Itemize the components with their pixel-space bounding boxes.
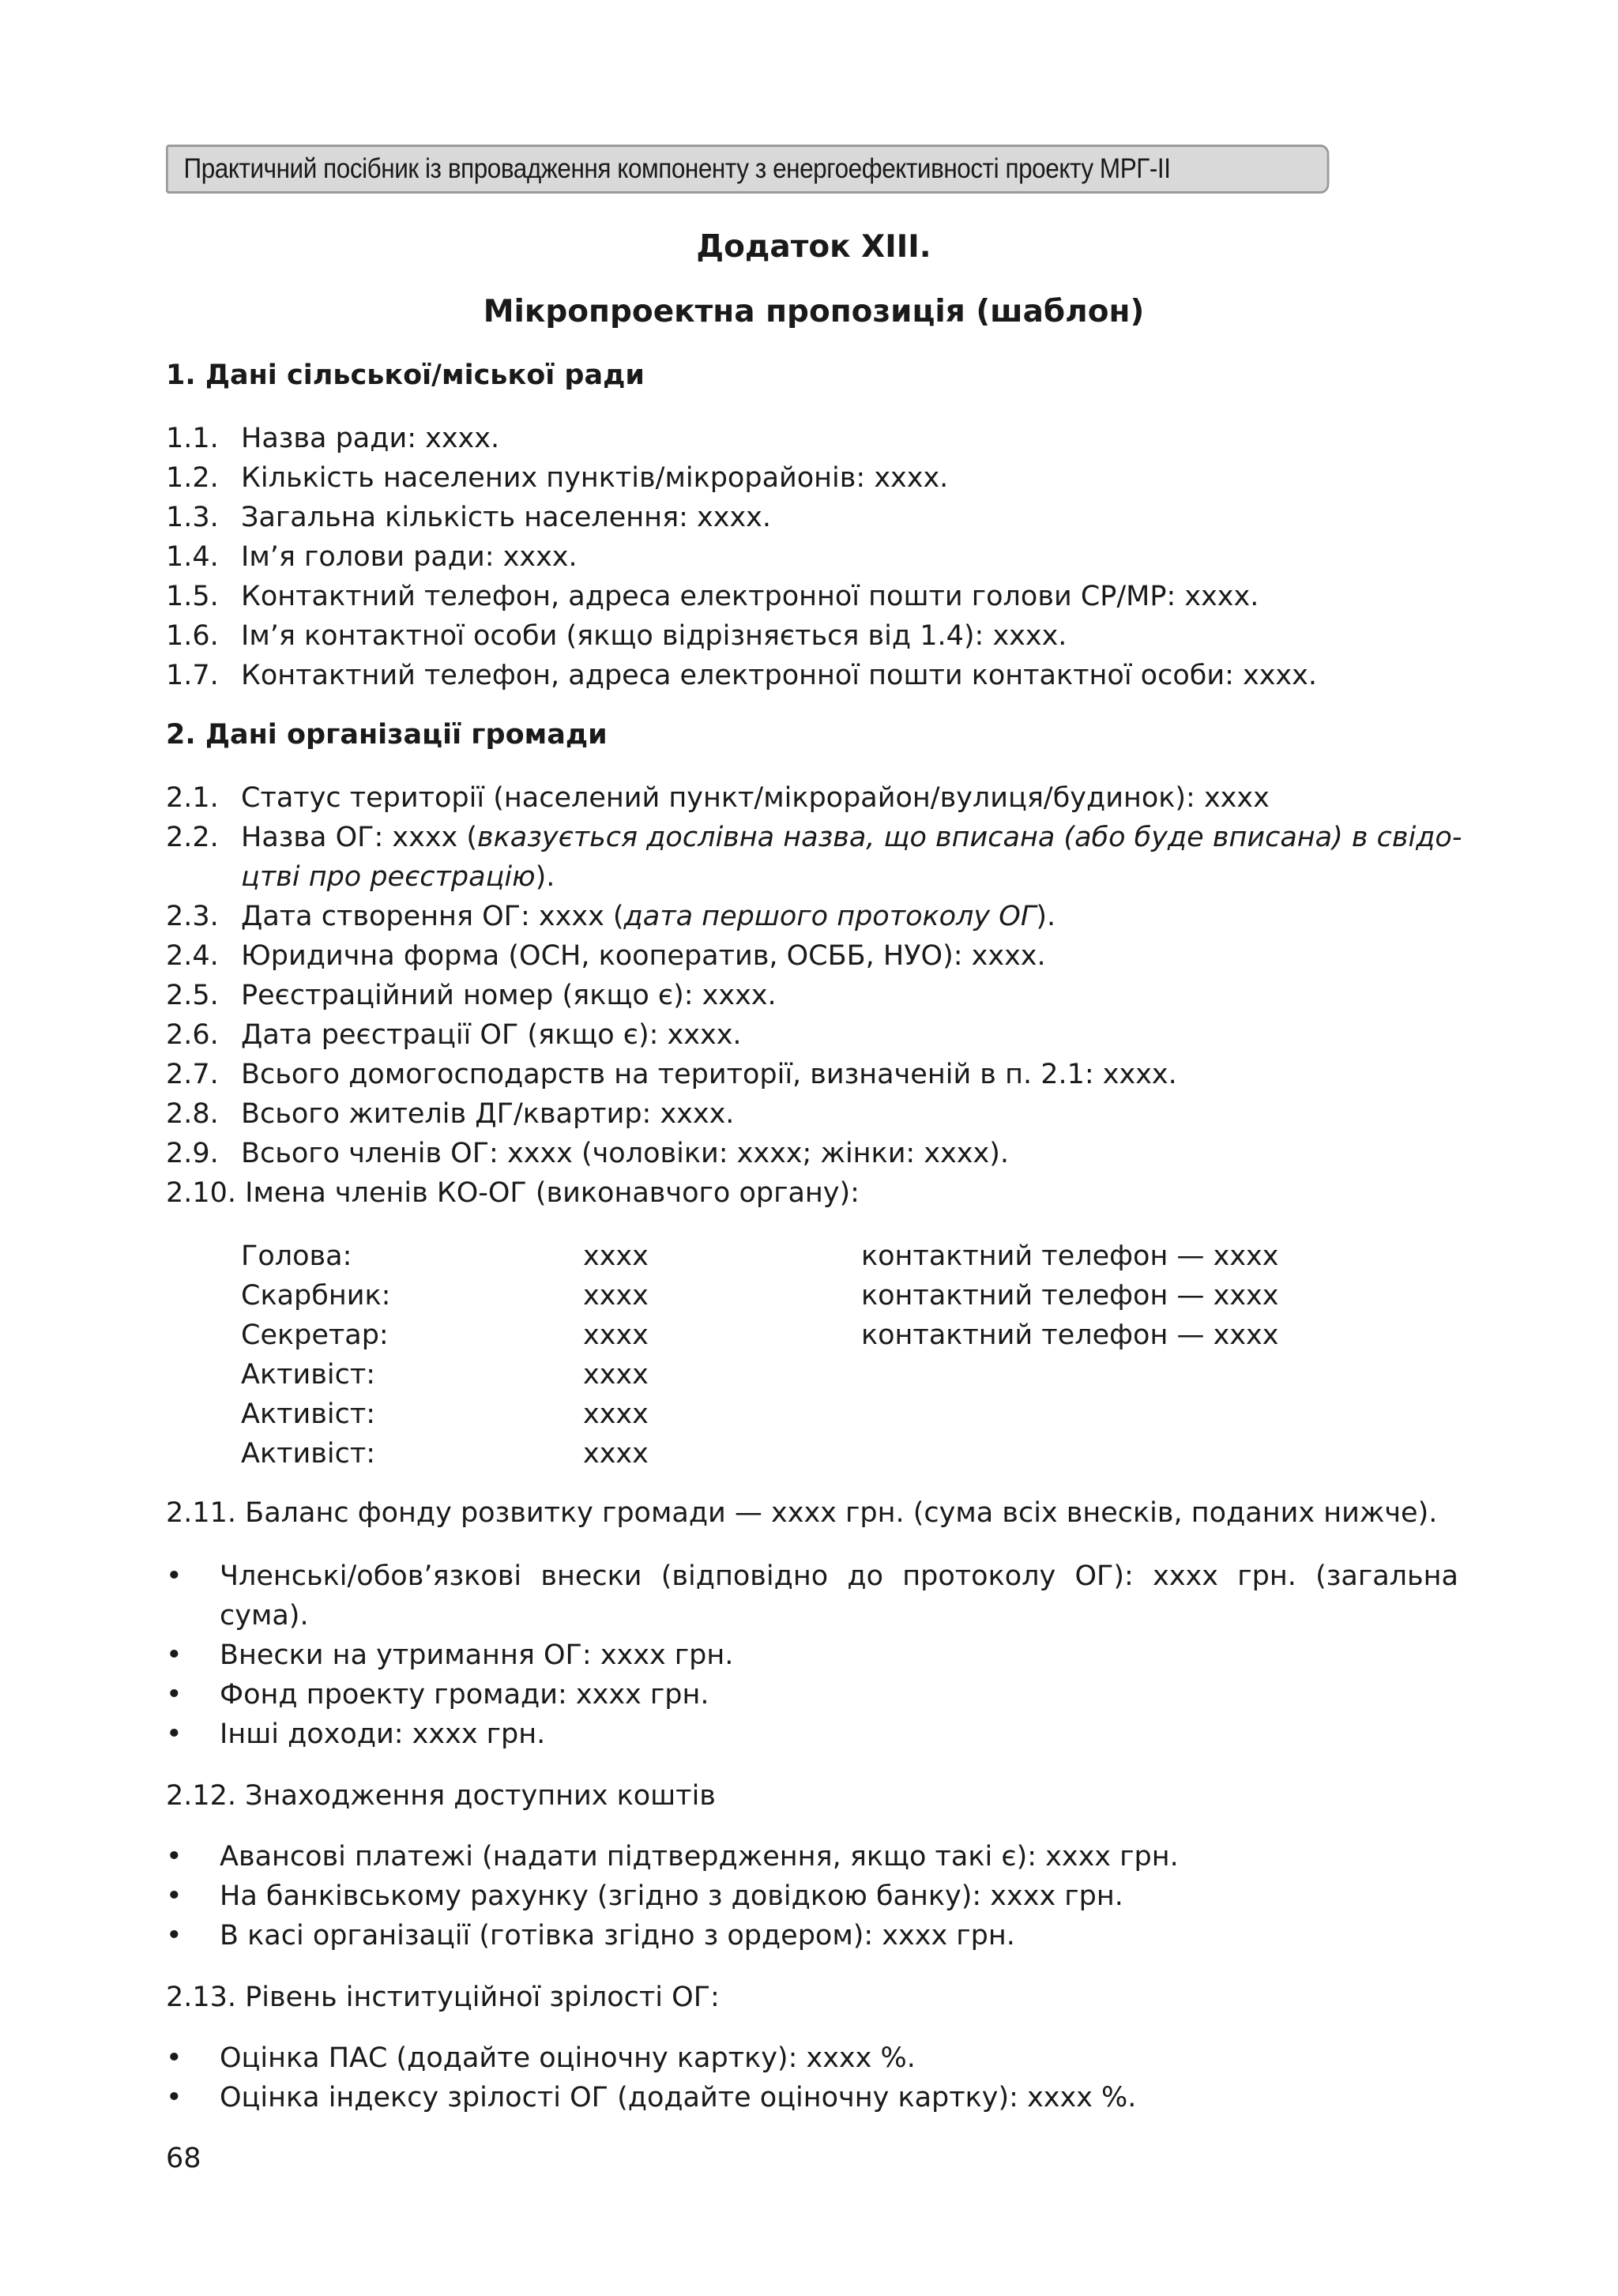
item-text-line <box>241 861 555 893</box>
bullet: • <box>166 2082 182 2113</box>
item-text: Контактний телефон, адреса електронної пошти голови СР/МР: хххх. <box>241 581 1259 612</box>
item-number: 1.6. <box>166 620 219 652</box>
member-role: Активіст: <box>241 1438 375 1470</box>
item-text: Статус території (населений пункт/мікрорайон/вулиця/будинок): хххх <box>241 782 1270 814</box>
member-name: хххх <box>583 1359 649 1391</box>
member-role: Голова: <box>241 1240 352 1272</box>
member-name: хххх <box>583 1438 649 1470</box>
item-2-11: 2.11. Баланс фонду розвитку громади — хххх грн. (сума всіх внесків, поданих нижче). <box>166 1497 1438 1529</box>
item-text: Загальна кількість населення: хххх. <box>241 502 772 533</box>
bullet-text: Внески на утримання ОГ: хххх грн. <box>220 1639 734 1671</box>
item-number: 2.2. <box>166 822 219 853</box>
bullet-text: Фонд проекту громади: хххх грн. <box>220 1679 709 1711</box>
item-text: Назва ради: хххх. <box>241 423 500 454</box>
member-role: Скарбник: <box>241 1280 391 1312</box>
item-number: 2.5. <box>166 980 219 1011</box>
text-span: Дата створення ОГ: хххх ( <box>241 901 624 932</box>
item-text-line <box>241 901 1055 932</box>
item-text: Контактний телефон, адреса електронної пошти контактної особи: хххх. <box>241 660 1317 691</box>
item-number: 2.9. <box>166 1138 219 1169</box>
item-text: Всього домогосподарств на території, визначеній в п. 2.1: хххх. <box>241 1059 1177 1090</box>
item-number: 1.4. <box>166 541 219 573</box>
text-span: ). <box>1036 901 1056 932</box>
item-number: 1.1. <box>166 423 219 454</box>
item-text: Всього жителів ДГ/квартир: хххх. <box>241 1098 735 1130</box>
italic-span: цтві про реєстрацію <box>241 861 536 893</box>
item-number: 2.4. <box>166 940 219 972</box>
item-text: Всього членів ОГ: хххх (чоловіки: хххх; жінки: хххх). <box>241 1138 1009 1169</box>
running-header <box>166 145 1329 194</box>
bullet: • <box>166 1920 182 1952</box>
bullet: • <box>166 2042 182 2074</box>
text-span: ). <box>535 861 555 893</box>
item-text: Ім’я голови ради: хххх. <box>241 541 578 573</box>
bullet: • <box>166 1560 182 1592</box>
item-text: Дата реєстрації ОГ (якщо є): хххх. <box>241 1019 742 1051</box>
item-number: 2.7. <box>166 1059 219 1090</box>
item-number: 1.2. <box>166 462 219 494</box>
appendix-title: Додаток XIII. <box>696 229 931 265</box>
item-text: Реєстраційний номер (якщо є): хххх. <box>241 980 777 1011</box>
item-2-13: 2.13. Рівень інституційної зрілості ОГ: <box>166 1982 720 2013</box>
member-contact: контактний телефон — хххх <box>861 1240 1279 1272</box>
member-role: Активіст: <box>241 1398 375 1430</box>
bullet-text: Членські/обов’язкові внески (відповідно до протоколу ОГ): хххх грн. (загальна <box>220 1560 1458 1592</box>
bullet-text: На банківському рахунку (згідно з довідкою банку): хххх грн. <box>220 1880 1123 1912</box>
member-name: хххх <box>583 1319 649 1351</box>
bullet: • <box>166 1880 182 1912</box>
bullet-text-cont: сума). <box>220 1600 309 1632</box>
document-subtitle: Мікропроектна пропозиція (шаблон) <box>483 294 1145 329</box>
item-number: 2.6. <box>166 1019 219 1051</box>
member-name: хххх <box>583 1398 649 1430</box>
bullet-text: Авансові платежі (надати підтвердження, якщо такі є): хххх грн. <box>220 1841 1179 1873</box>
item-text: Кількість населених пунктів/мікрорайонів: хххх. <box>241 462 949 494</box>
bullet-text: Інші доходи: хххх грн. <box>220 1718 546 1750</box>
item-number: 2.8. <box>166 1098 219 1130</box>
item-number: 1.3. <box>166 502 219 533</box>
member-contact: контактний телефон — хххх <box>861 1319 1279 1351</box>
item-number: 1.7. <box>166 660 219 691</box>
bullet: • <box>166 1679 182 1711</box>
member-name: хххх <box>583 1240 649 1272</box>
item-text: Ім’я контактної особи (якщо відрізняється від 1.4): хххх. <box>241 620 1067 652</box>
item-number: 2.3. <box>166 901 219 932</box>
member-name: хххх <box>583 1280 649 1312</box>
item-number: 1.5. <box>166 581 219 612</box>
bullet: • <box>166 1639 182 1671</box>
page-number: 68 <box>166 2143 201 2174</box>
bullet: • <box>166 1718 182 1750</box>
text-span: Назва ОГ: хххх ( <box>241 822 478 853</box>
bullet-text: Оцінка індексу зрілості ОГ (додайте оціночну картку): хххх %. <box>220 2082 1137 2113</box>
section-1-heading: 1. Дані сільської/міської ради <box>166 359 645 391</box>
item-number: 2.1. <box>166 782 219 814</box>
bullet-text: В касі організації (готівка згідно з ордером): хххх грн. <box>220 1920 1015 1952</box>
italic-span: вказується дослівна назва, що вписана (або буде вписана) в свідо- <box>477 822 1462 853</box>
item-2-10: 2.10. Імена членів КО-ОГ (виконавчого органу): <box>166 1177 860 1209</box>
italic-span: дата першого протоколу ОГ <box>623 901 1037 932</box>
item-2-12: 2.12. Знаходження доступних коштів <box>166 1780 716 1812</box>
member-role: Активіст: <box>241 1359 375 1391</box>
member-contact: контактний телефон — хххх <box>861 1280 1279 1312</box>
item-text-line <box>241 822 1462 853</box>
bullet: • <box>166 1841 182 1873</box>
member-role: Секретар: <box>241 1319 389 1351</box>
item-text: Юридична форма (ОСН, кооператив, ОСББ, НУО): хххх. <box>241 940 1046 972</box>
section-2-heading: 2. Дані організації громади <box>166 719 608 751</box>
bullet-text: Оцінка ПАС (додайте оціночну картку): хххх %. <box>220 2042 916 2074</box>
running-header-text: Практичний посібник із впровадження компоненту з енергоефективності проекту МРГ-ІІ <box>183 153 1171 184</box>
